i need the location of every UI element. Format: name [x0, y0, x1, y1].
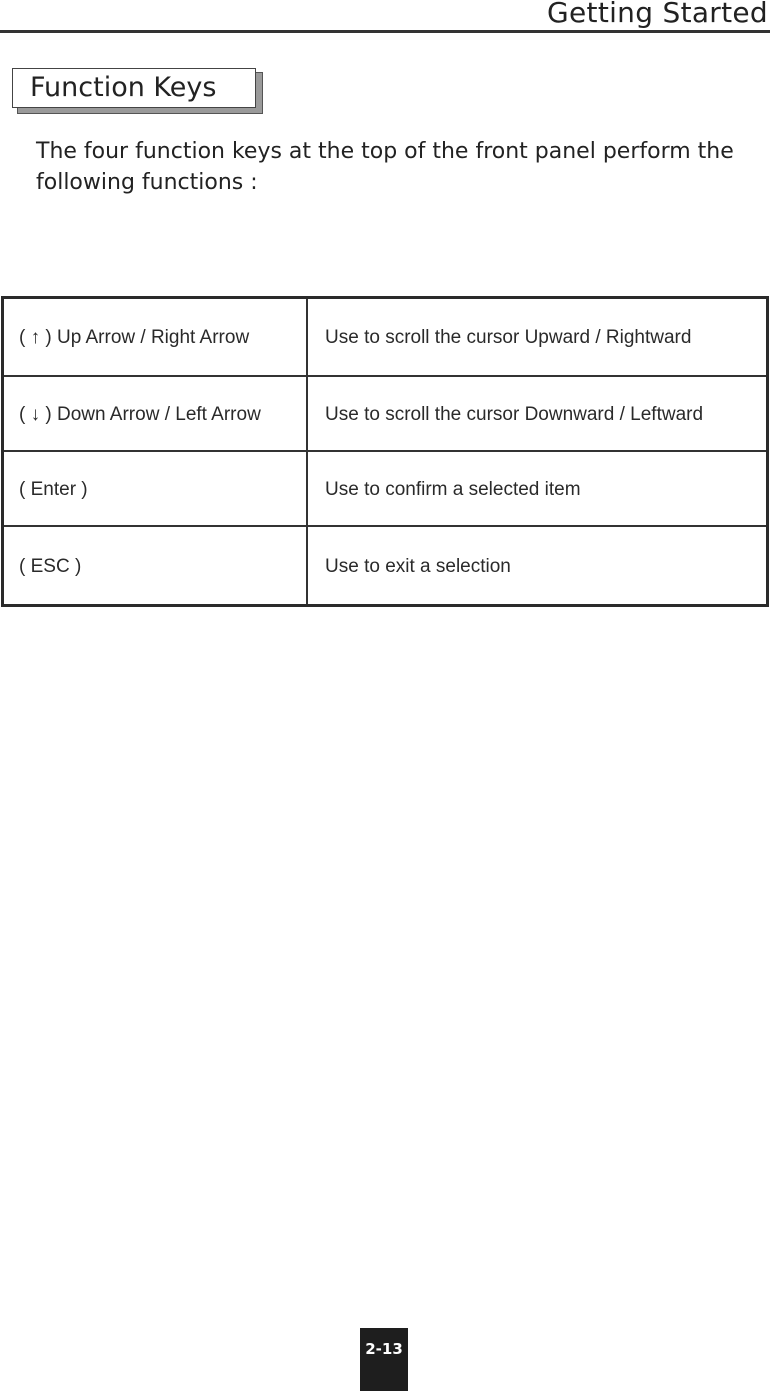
table-row: [4, 452, 766, 527]
key-name-cell: ( Enter ): [19, 478, 88, 500]
page-number-badge: [360, 1328, 408, 1391]
running-header-title: Getting Started: [547, 0, 768, 29]
table-row: [4, 299, 766, 377]
function-keys-table: [1, 296, 769, 607]
key-description-cell: Use to scroll the cursor Upward / Rightward: [325, 327, 692, 348]
key-name-cell: ( ESC ): [19, 556, 82, 577]
section-title: Function Keys: [30, 72, 217, 103]
header-rule: [0, 30, 770, 33]
key-description-cell: Use to scroll the cursor Downward / Leftward: [325, 403, 704, 425]
intro-paragraph: The four function keys at the top of the front panel perform the following functions :: [36, 139, 734, 195]
key-name-cell: ( ↓ ) Down Arrow / Left Arrow: [19, 403, 261, 425]
table-row: [4, 377, 766, 452]
table-row: [4, 527, 766, 607]
page-number: 2-13: [365, 1340, 403, 1358]
key-description-cell: Use to confirm a selected item: [325, 478, 581, 500]
key-description-cell: Use to exit a selection: [325, 556, 511, 577]
key-name-cell: ( ↑ ) Up Arrow / Right Arrow: [19, 327, 250, 348]
